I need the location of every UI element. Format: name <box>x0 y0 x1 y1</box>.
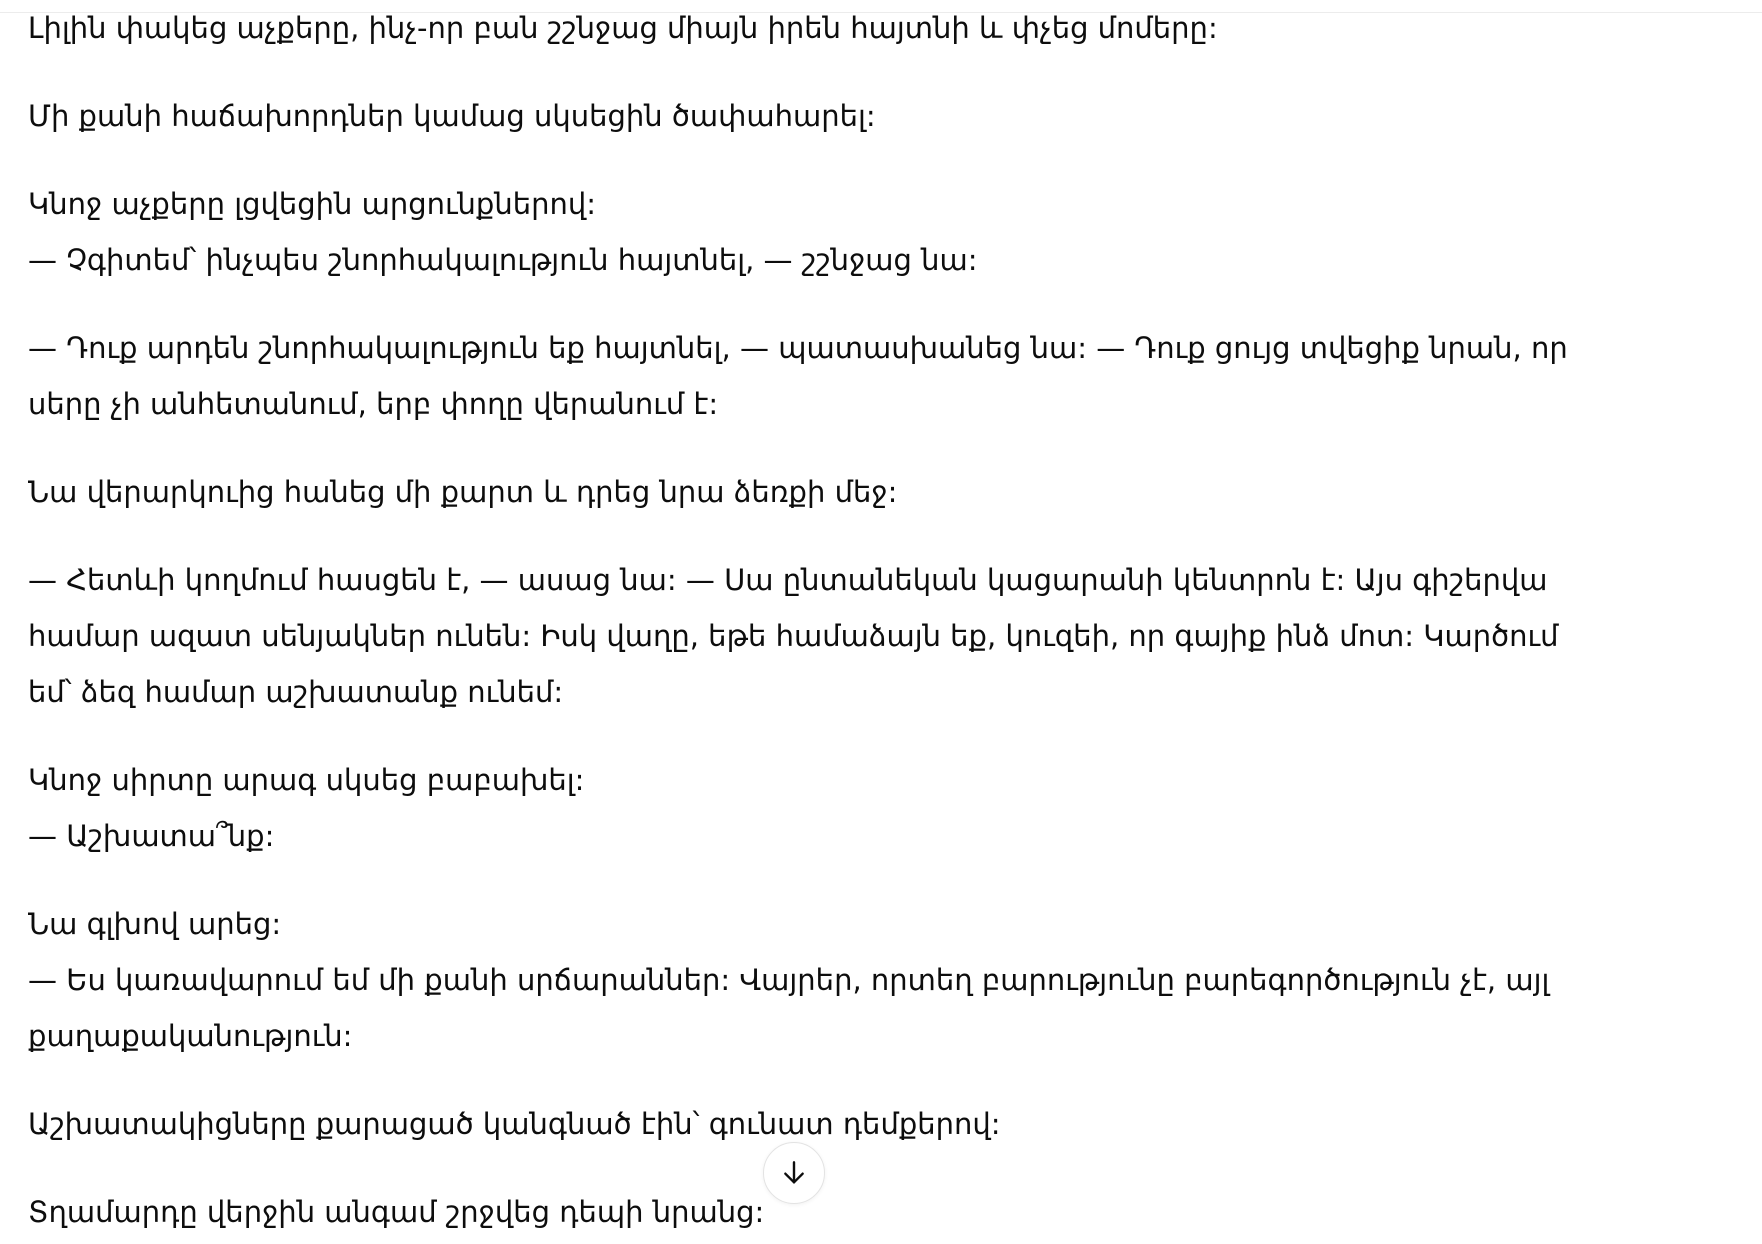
message-paragraph <box>28 320 1588 432</box>
message-paragraph <box>28 752 1588 864</box>
paragraph-line: — Ես կառավարում եմ մի քանի սրճարաններ: Վայրեր, որտեղ բարությունը բարեգործություն չէ, այլ <box>28 963 1550 997</box>
paragraph-line: համար ազատ սենյակներ ունեն: Իսկ վաղը, եթե համաձայն եք, կուզեի, որ գայիք ինձ մոտ: Կարծում <box>28 619 1559 653</box>
arrow-down-icon <box>778 1157 810 1189</box>
paragraph-line: Լիլին փակեց աչքերը, ինչ-որ բան շշնջաց միայն իրեն հայտնի և փչեց մոմերը: <box>28 11 1218 45</box>
paragraph-line: Աշխատակիցները քարացած կանգնած էին՝ գունատ դեմքերով: <box>28 1107 1001 1141</box>
paragraph-line: եմ՝ ձեզ համար աշխատանք ունեմ: <box>28 675 564 709</box>
assistant-message <box>28 0 1588 1244</box>
paragraph-line: — Հետևի կողմում հասցեն է, — ասաց նա: — Սա ընտանեկան կացարանի կենտրոն է: Այս գիշերվա <box>28 563 1548 597</box>
paragraph-line: քաղաքականություն: <box>28 1019 353 1053</box>
message-paragraph <box>28 552 1588 720</box>
paragraph-line: սերը չի անհետանում, երբ փողը վերանում է: <box>28 387 719 421</box>
paragraph-line: Մի քանի հաճախորդներ կամաց սկսեցին ծափահարել: <box>28 99 876 133</box>
paragraph-line: — Դուք արդեն շնորհակալություն եք հայտնել, — պատասխանեց նա: — Դուք ցույց տվեցիք նրան, որ <box>28 331 1568 365</box>
message-paragraph <box>28 1096 1588 1152</box>
paragraph-line: — Չգիտեմ՝ ինչպես շնորհակալություն հայտնել, — շշնջաց նա: <box>28 243 978 277</box>
message-paragraph <box>28 464 1588 520</box>
paragraph-line: Կնոջ սիրտը արագ սկսեց բաբախել: <box>28 763 585 797</box>
paragraph-line: — Աշխատա՞նք: <box>28 819 275 853</box>
message-paragraph <box>28 0 1588 56</box>
scroll-to-bottom-button[interactable] <box>763 1142 825 1204</box>
message-paragraph <box>28 88 1588 144</box>
message-paragraph <box>28 896 1588 1064</box>
paragraph-line: Նա գլխով արեց: <box>28 907 282 941</box>
paragraph-line: Տղամարդը վերջին անգամ շրջվեց դեպի նրանց: <box>28 1195 765 1229</box>
paragraph-line: Կնոջ աչքերը լցվեցին արցունքներով: <box>28 187 597 221</box>
paragraph-line: Նա վերարկուից հանեց մի քարտ և դրեց նրա ձեռքի մեջ: <box>28 475 898 509</box>
message-paragraph <box>28 176 1588 288</box>
